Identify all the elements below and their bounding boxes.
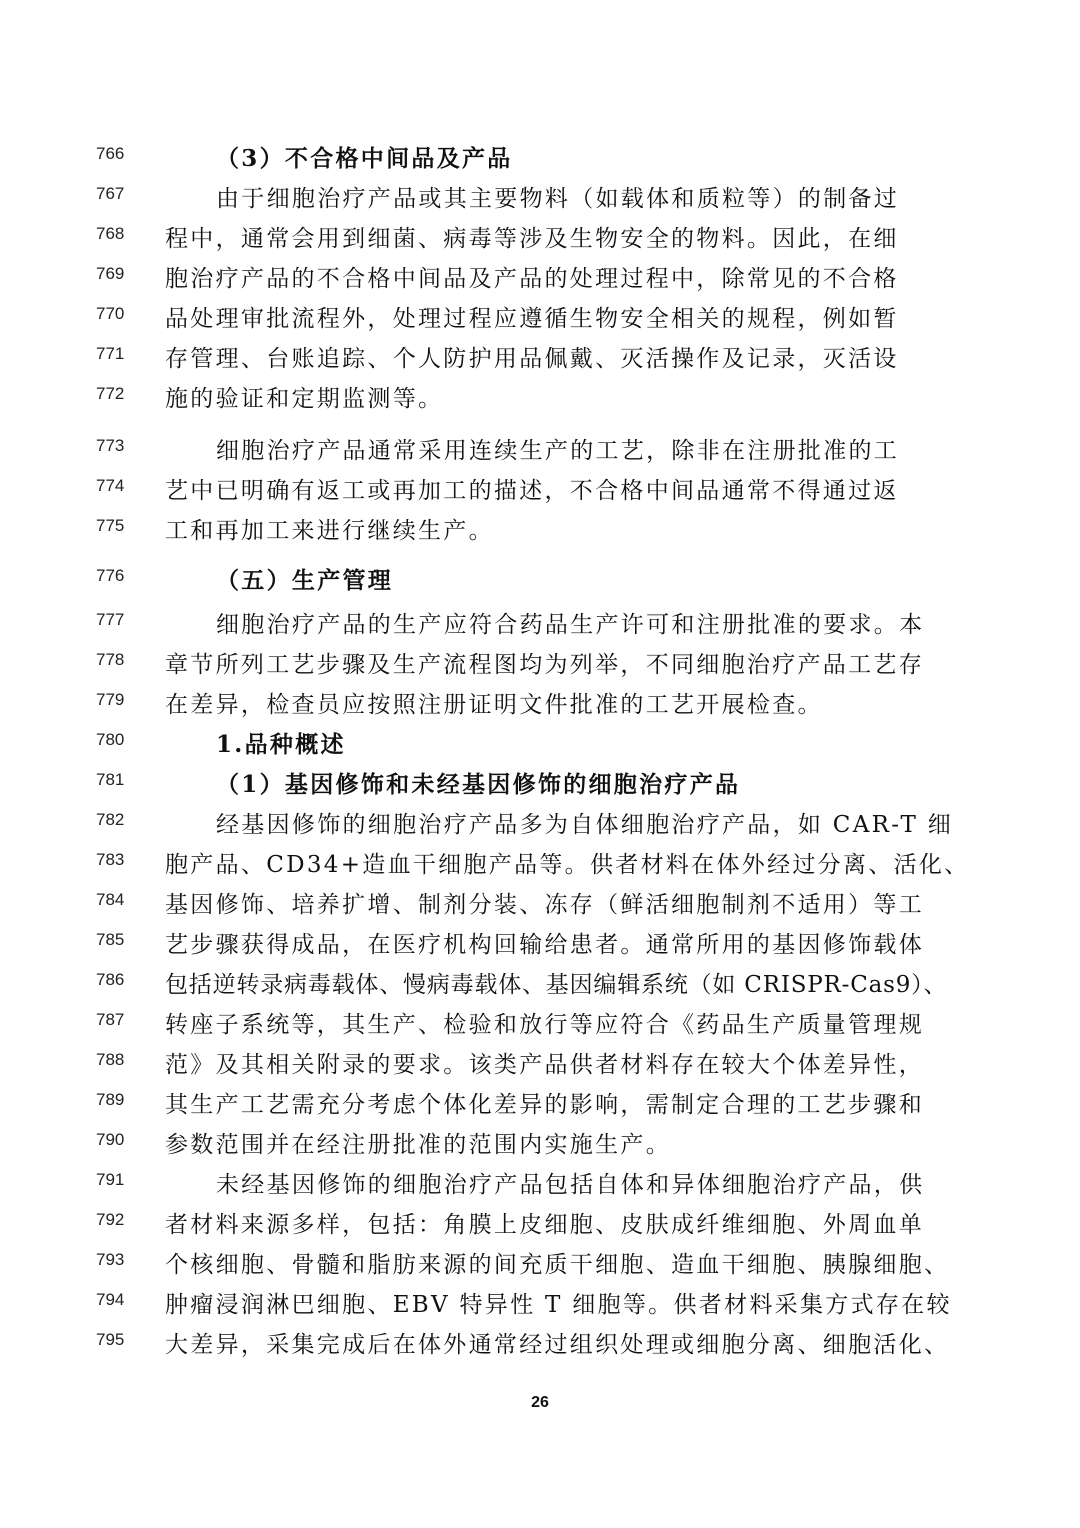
- paragraph-text: 章节所列工艺步骤及生产流程图均为列举，不同细胞治疗产品工艺存: [165, 652, 924, 678]
- line-number: 793: [96, 1250, 125, 1269]
- paragraph-text: 存管理、台账追踪、个人防护用品佩戴、灭活操作及记录，灭活设: [165, 346, 899, 372]
- text-line: [0, 686, 1080, 726]
- text-line: [0, 140, 1080, 180]
- subsection-heading: （1）基因修饰和未经基因修饰的细胞治疗产品: [216, 771, 741, 798]
- page-number: 26: [531, 1394, 549, 1411]
- line-number: 772: [96, 384, 125, 403]
- paragraph-text: 经基因修饰的细胞治疗产品多为自体细胞治疗产品，如 CAR-T 细: [216, 812, 954, 838]
- line-number: 780: [96, 730, 125, 749]
- line-number: 791: [96, 1170, 125, 1189]
- paragraph-text: 施的验证和定期监测等。: [165, 386, 444, 412]
- paragraph-text: 品处理审批流程外，处理过程应遵循生物安全相关的规程，例如暂: [165, 306, 899, 332]
- paragraph-text: 包括逆转录病毒载体、慢病毒载体、基因编辑系统（如 CRISPR-Cas9）、: [165, 972, 948, 998]
- paragraph-text: 程中，通常会用到细菌、病毒等涉及生物安全的物料。因此，在细: [165, 226, 899, 252]
- text-line: [0, 926, 1080, 966]
- text-line: [0, 1206, 1080, 1246]
- text-line: [0, 606, 1080, 646]
- text-line: [0, 220, 1080, 260]
- line-number: 768: [96, 224, 125, 243]
- text-line: [0, 512, 1080, 552]
- paragraph-text: 其生产工艺需充分考虑个体化差异的影响，需制定合理的工艺步骤和: [165, 1092, 924, 1118]
- line-number: 784: [96, 890, 125, 909]
- paragraph-text: 工和再加工来进行继续生产。: [165, 518, 494, 544]
- paragraph-text: 在差异，检查员应按照注册证明文件批准的工艺开展检查。: [165, 692, 823, 718]
- paragraph-text: 细胞治疗产品的生产应符合药品生产许可和注册批准的要求。本: [216, 612, 925, 638]
- paragraph-text: 由于细胞治疗产品或其主要物料（如载体和质粒等）的制备过: [216, 186, 900, 212]
- line-number: 794: [96, 1290, 125, 1309]
- line-number: 788: [96, 1050, 125, 1069]
- line-number: 787: [96, 1010, 125, 1029]
- line-number: 776: [96, 566, 125, 585]
- text-line: [0, 846, 1080, 886]
- line-number: 795: [96, 1330, 125, 1349]
- line-number: 782: [96, 810, 125, 829]
- text-line: [0, 260, 1080, 300]
- paragraph-text: 胞产品、CD34+造血干细胞产品等。供者材料在体外经过分离、活化、: [165, 852, 970, 878]
- line-number: 774: [96, 476, 125, 495]
- paragraph-text: 转座子系统等，其生产、检验和放行等应符合《药品生产质量管理规: [165, 1012, 924, 1038]
- text-line: [0, 1046, 1080, 1086]
- text-line: [0, 380, 1080, 420]
- line-number: 777: [96, 610, 125, 629]
- text-line: [0, 1286, 1080, 1326]
- text-line: [0, 966, 1080, 1006]
- paragraph-text: 胞治疗产品的不合格中间品及产品的处理过程中，除常见的不合格: [165, 266, 899, 292]
- text-line: [0, 1126, 1080, 1166]
- line-number: 766: [96, 144, 125, 163]
- paragraph-text: 艺中已明确有返工或再加工的描述，不合格中间品通常不得通过返: [165, 478, 899, 504]
- text-line: [0, 180, 1080, 220]
- paragraph-text: 者材料来源多样，包括：角膜上皮细胞、皮肤成纤维细胞、外周血单: [165, 1212, 924, 1238]
- text-line: [0, 646, 1080, 686]
- line-number: 786: [96, 970, 125, 989]
- section-heading: （五）生产管理: [216, 567, 394, 594]
- line-number: 770: [96, 304, 125, 323]
- line-number: 790: [96, 1130, 125, 1149]
- paragraph-text: 未经基因修饰的细胞治疗产品包括自体和异体细胞治疗产品，供: [216, 1172, 925, 1198]
- paragraph-text: 肿瘤浸润淋巴细胞、EBV 特异性 T 细胞等。供者材料采集方式存在较: [165, 1292, 952, 1318]
- paragraph-text: 艺步骤获得成品，在医疗机构回输给患者。通常所用的基因修饰载体: [165, 932, 924, 958]
- subsection-heading: （3）不合格中间品及产品: [216, 145, 513, 172]
- text-line: [0, 1166, 1080, 1206]
- text-line: [0, 300, 1080, 340]
- line-number: 773: [96, 436, 125, 455]
- paragraph-text: 参数范围并在经注册批准的范围内实施生产。: [165, 1132, 671, 1158]
- line-number: 779: [96, 690, 125, 709]
- line-number: 771: [96, 344, 125, 363]
- text-line: [0, 432, 1080, 472]
- line-number: 792: [96, 1210, 125, 1229]
- line-number: 778: [96, 650, 125, 669]
- paragraph-text: 个核细胞、骨髓和脂肪来源的间充质干细胞、造血干细胞、胰腺细胞、: [165, 1252, 950, 1278]
- line-number: 783: [96, 850, 125, 869]
- line-number: 789: [96, 1090, 125, 1109]
- text-line: [0, 1006, 1080, 1046]
- text-line: [0, 562, 1080, 602]
- line-number: 769: [96, 264, 125, 283]
- line-number: 781: [96, 770, 125, 789]
- paragraph-text: 范》及其相关附录的要求。该类产品供者材料存在较大个体差异性，: [165, 1052, 924, 1078]
- line-number: 785: [96, 930, 125, 949]
- paragraph-text: 细胞治疗产品通常采用连续生产的工艺，除非在注册批准的工: [216, 438, 900, 464]
- text-line: [0, 340, 1080, 380]
- text-line: [0, 1086, 1080, 1126]
- subsection-heading: 1.品种概述: [216, 731, 346, 758]
- paragraph-text: 基因修饰、培养扩增、制剂分装、冻存（鲜活细胞制剂不适用）等工: [165, 892, 924, 918]
- text-line: [0, 726, 1080, 766]
- line-number: 767: [96, 184, 125, 203]
- paragraph-text: 大差异，采集完成后在体外通常经过组织处理或细胞分离、细胞活化、: [165, 1332, 950, 1358]
- text-line: [0, 472, 1080, 512]
- text-line: [0, 766, 1080, 806]
- line-number: 775: [96, 516, 125, 535]
- text-line: [0, 886, 1080, 926]
- text-line: [0, 1326, 1080, 1366]
- text-line: [0, 806, 1080, 846]
- text-line: [0, 1246, 1080, 1286]
